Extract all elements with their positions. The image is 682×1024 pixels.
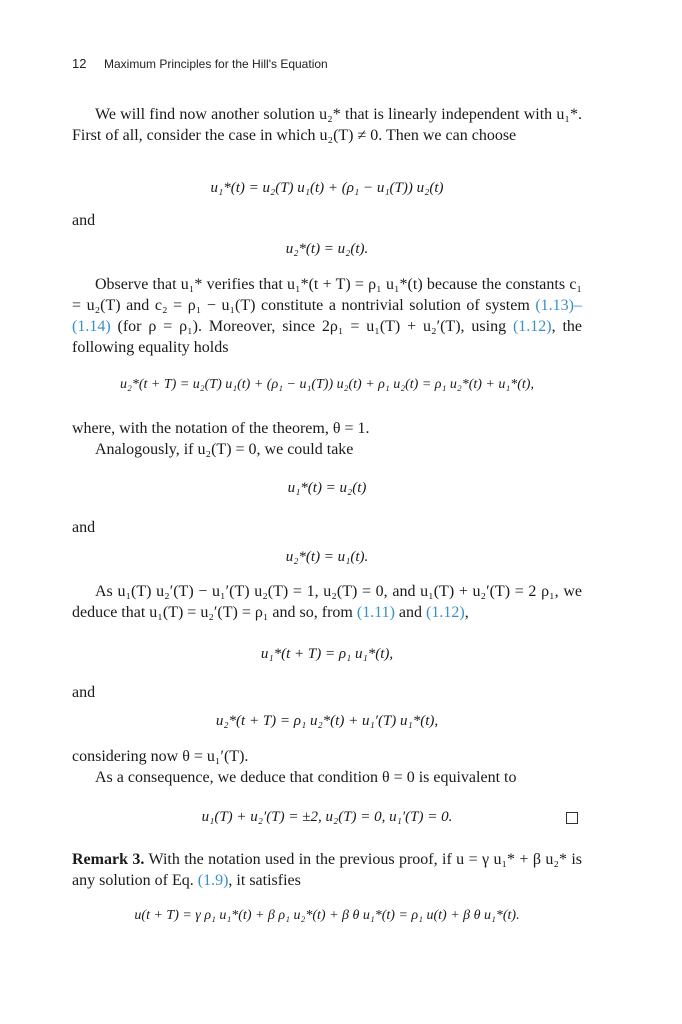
equation-u-shift: u(t + T) = γ ρ₁ u₁*(t) + β ρ₁ u₂*(t) + β θ u₁*(t) = ρ₁ u(t) + β θ u₁*(t). bbox=[134, 908, 520, 923]
paragraph-theta-one: where, with the notation of the theorem, θ = 1. bbox=[72, 420, 370, 437]
equation-u2-star-shift-alt: u₂*(t + T) = ρ₁ u₂*(t) + u₁′(T) u₁*(t), bbox=[215, 713, 439, 729]
equation-u2-star-alt: u₂*(t) = u₁(t). bbox=[285, 549, 369, 565]
paragraph-as-u1 bbox=[72, 581, 582, 623]
text-and: and bbox=[72, 684, 96, 701]
text-and: and bbox=[72, 212, 96, 229]
equation-reference-link[interactable]: (1.11) bbox=[356, 604, 395, 621]
equation-reference-link[interactable]: (1.12) bbox=[512, 318, 552, 335]
paragraph-text: , bbox=[464, 604, 469, 621]
running-header bbox=[72, 56, 328, 71]
page-number: 12 bbox=[72, 56, 87, 71]
equation-reference-link[interactable]: (1.9) bbox=[197, 872, 229, 889]
paragraph-text: and bbox=[394, 604, 427, 621]
remark-text: With the notation used in the previous proof, if u = γ u₁* + β u₂* is any solution of Eq. bbox=[72, 851, 582, 889]
end-of-proof-icon bbox=[566, 812, 578, 824]
paragraph-intro: We will find now another solution u₂* that is linearly independent with u₁*. First of all, consider the case in which u₂(T) ≠ 0. Then we can choose bbox=[72, 106, 582, 144]
equation-reference-link[interactable]: (1.12) bbox=[426, 604, 465, 621]
equation-u1-star: u₁*(t) = u₂(T) u₁(t) + (ρ₁ − u₁(T)) u₂(t) bbox=[210, 180, 444, 196]
equation-reference-link[interactable]: (1.13)–(1.14) bbox=[72, 297, 582, 335]
equation-theta-zero-condition: u₁(T) + u₂′(T) = ±2, u₂(T) = 0, u₁′(T) = 0. bbox=[201, 809, 453, 825]
paragraph-analogously: Analogously, if u₂(T) = 0, we could take bbox=[95, 441, 354, 458]
equation-u1-star-alt: u₁*(t) = u₂(t) bbox=[287, 480, 367, 496]
running-title: Maximum Principles for the Hill's Equation bbox=[104, 57, 328, 71]
remark-text: , it satisfies bbox=[228, 872, 301, 889]
equation-u1-star-shift: u₁*(t + T) = ρ₁ u₁*(t), bbox=[260, 646, 394, 662]
equation-u2-star-shift: u₂*(t + T) = u₂(T) u₁(t) + (ρ₁ − u₁(T)) u₂(t) + ρ₁ u₂(t) = ρ₁ u₂*(t) + u₁*(t), bbox=[120, 377, 534, 392]
paragraph-text: , the following equality holds bbox=[72, 318, 583, 356]
paragraph-observe bbox=[72, 274, 582, 358]
paragraph-text: Observe that u₁* verifies that u₁*(t + T) = ρ₁ u₁*(t) because the constants c₁ = u₂(T) and c₂ = ρ₁ − u₁(T) constitute a nontrivial solution of system bbox=[72, 276, 582, 314]
paragraph-theta-considering: considering now θ = u₁′(T). bbox=[72, 748, 249, 765]
paragraph-text: As u₁(T) u₂′(T) − u₁′(T) u₂(T) = 1, u₂(T) = 0, and u₁(T) + u₂′(T) = 2 ρ₁, we deduce that u₁(T) = u₂′(T) = ρ₁ and so, from bbox=[72, 583, 582, 621]
paragraph-consequence: As a consequence, we deduce that condition θ = 0 is equivalent to bbox=[95, 769, 517, 786]
remark-3 bbox=[72, 849, 582, 891]
equation-u2-star: u₂*(t) = u₂(t). bbox=[285, 241, 369, 257]
text-and: and bbox=[72, 519, 96, 536]
paragraph-text: (for ρ = ρ₁). Moreover, since 2ρ₁ = u₁(T) + u₂′(T), using bbox=[110, 318, 513, 335]
remark-label: Remark 3. bbox=[72, 851, 145, 868]
